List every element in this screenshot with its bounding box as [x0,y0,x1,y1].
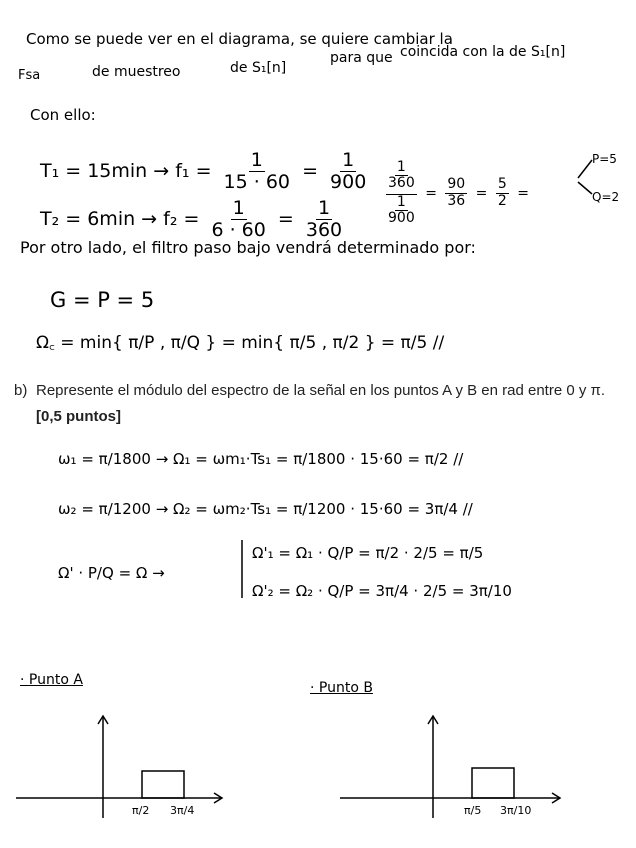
plot-b-title: · Punto B [310,680,373,696]
intro-line-2b: de muestreo [92,64,181,80]
scale-equation: Ω' · P/Q = Ω → [58,564,165,582]
plot-b-spectrum [472,768,514,798]
t2-equation: T₂ = 6min → f₂ = $\frac{1}{6 \cdot 60}$ = $\frac{1}{360}$ [40,197,343,241]
question-b-points: [0,5 puntos] [36,408,121,425]
filter-intro: Por otro lado, el filtro paso bajo vendrá determinado por: [20,238,476,257]
ratio-equation: 1 360 1 900 = $\frac{90}{36}$ = $\frac{5}{2}$ = [388,159,529,227]
intro-line-2a: Fsa [18,68,41,83]
omega-2-equation: ω₂ = π/1200 → Ω₂ = ωm₂·Ts₁ = π/1200 · 15·60 = 3π/4 // [58,500,473,518]
ratio-p: P=5 [592,152,617,166]
plot-a-tick-2: 3π/4 [170,804,195,817]
plot-a-tick-1: π/2 [132,804,150,817]
intro-line-2c: de S₁[n] [230,60,287,76]
ratio-branch-q [578,182,592,194]
ratio-q: Q=2 [592,190,620,204]
question-b-label: b) [14,382,28,399]
con-ello: Con ello: [30,106,96,124]
intro-line-1a: para que [330,50,393,66]
intro-line-1: Como se puede ver en el diagrama, se quiere cambiar la [26,30,453,48]
plot-b-tick-1: π/5 [464,804,482,817]
plot-b-tick-2: 3π/10 [500,804,532,817]
filter-gp: G = P = 5 [50,288,155,312]
ratio-branch-p [578,160,592,178]
omega-1-equation: ω₁ = π/1800 → Ω₁ = ωm₁·Ts₁ = π/1800 · 15·60 = π/2 // [58,450,464,468]
filter-omega-c: Ω꜀ = min{ π/P , π/Q } = min{ π/5 , π/2 } = π/5 // [36,333,445,353]
plot-a-title: · Punto A [20,672,83,688]
omega-prime-1: Ω'₁ = Ω₁ · Q/P = π/2 · 2/5 = π/5 [252,544,484,562]
plot-a-spectrum [142,771,184,798]
omega-prime-2: Ω'₂ = Ω₂ · Q/P = 3π/4 · 2/5 = 3π/10 [252,582,512,600]
question-b-text: Represente el módulo del espectro de la señal en los puntos A y B en rad entre 0 y π. [36,382,606,399]
intro-line-1b: coincida con la de S₁[n] [400,44,566,60]
t1-equation: T₁ = 15min → f₁ = $\frac{1}{15 \cdot 60}$ = $\frac{1}{900}$ [40,149,367,193]
